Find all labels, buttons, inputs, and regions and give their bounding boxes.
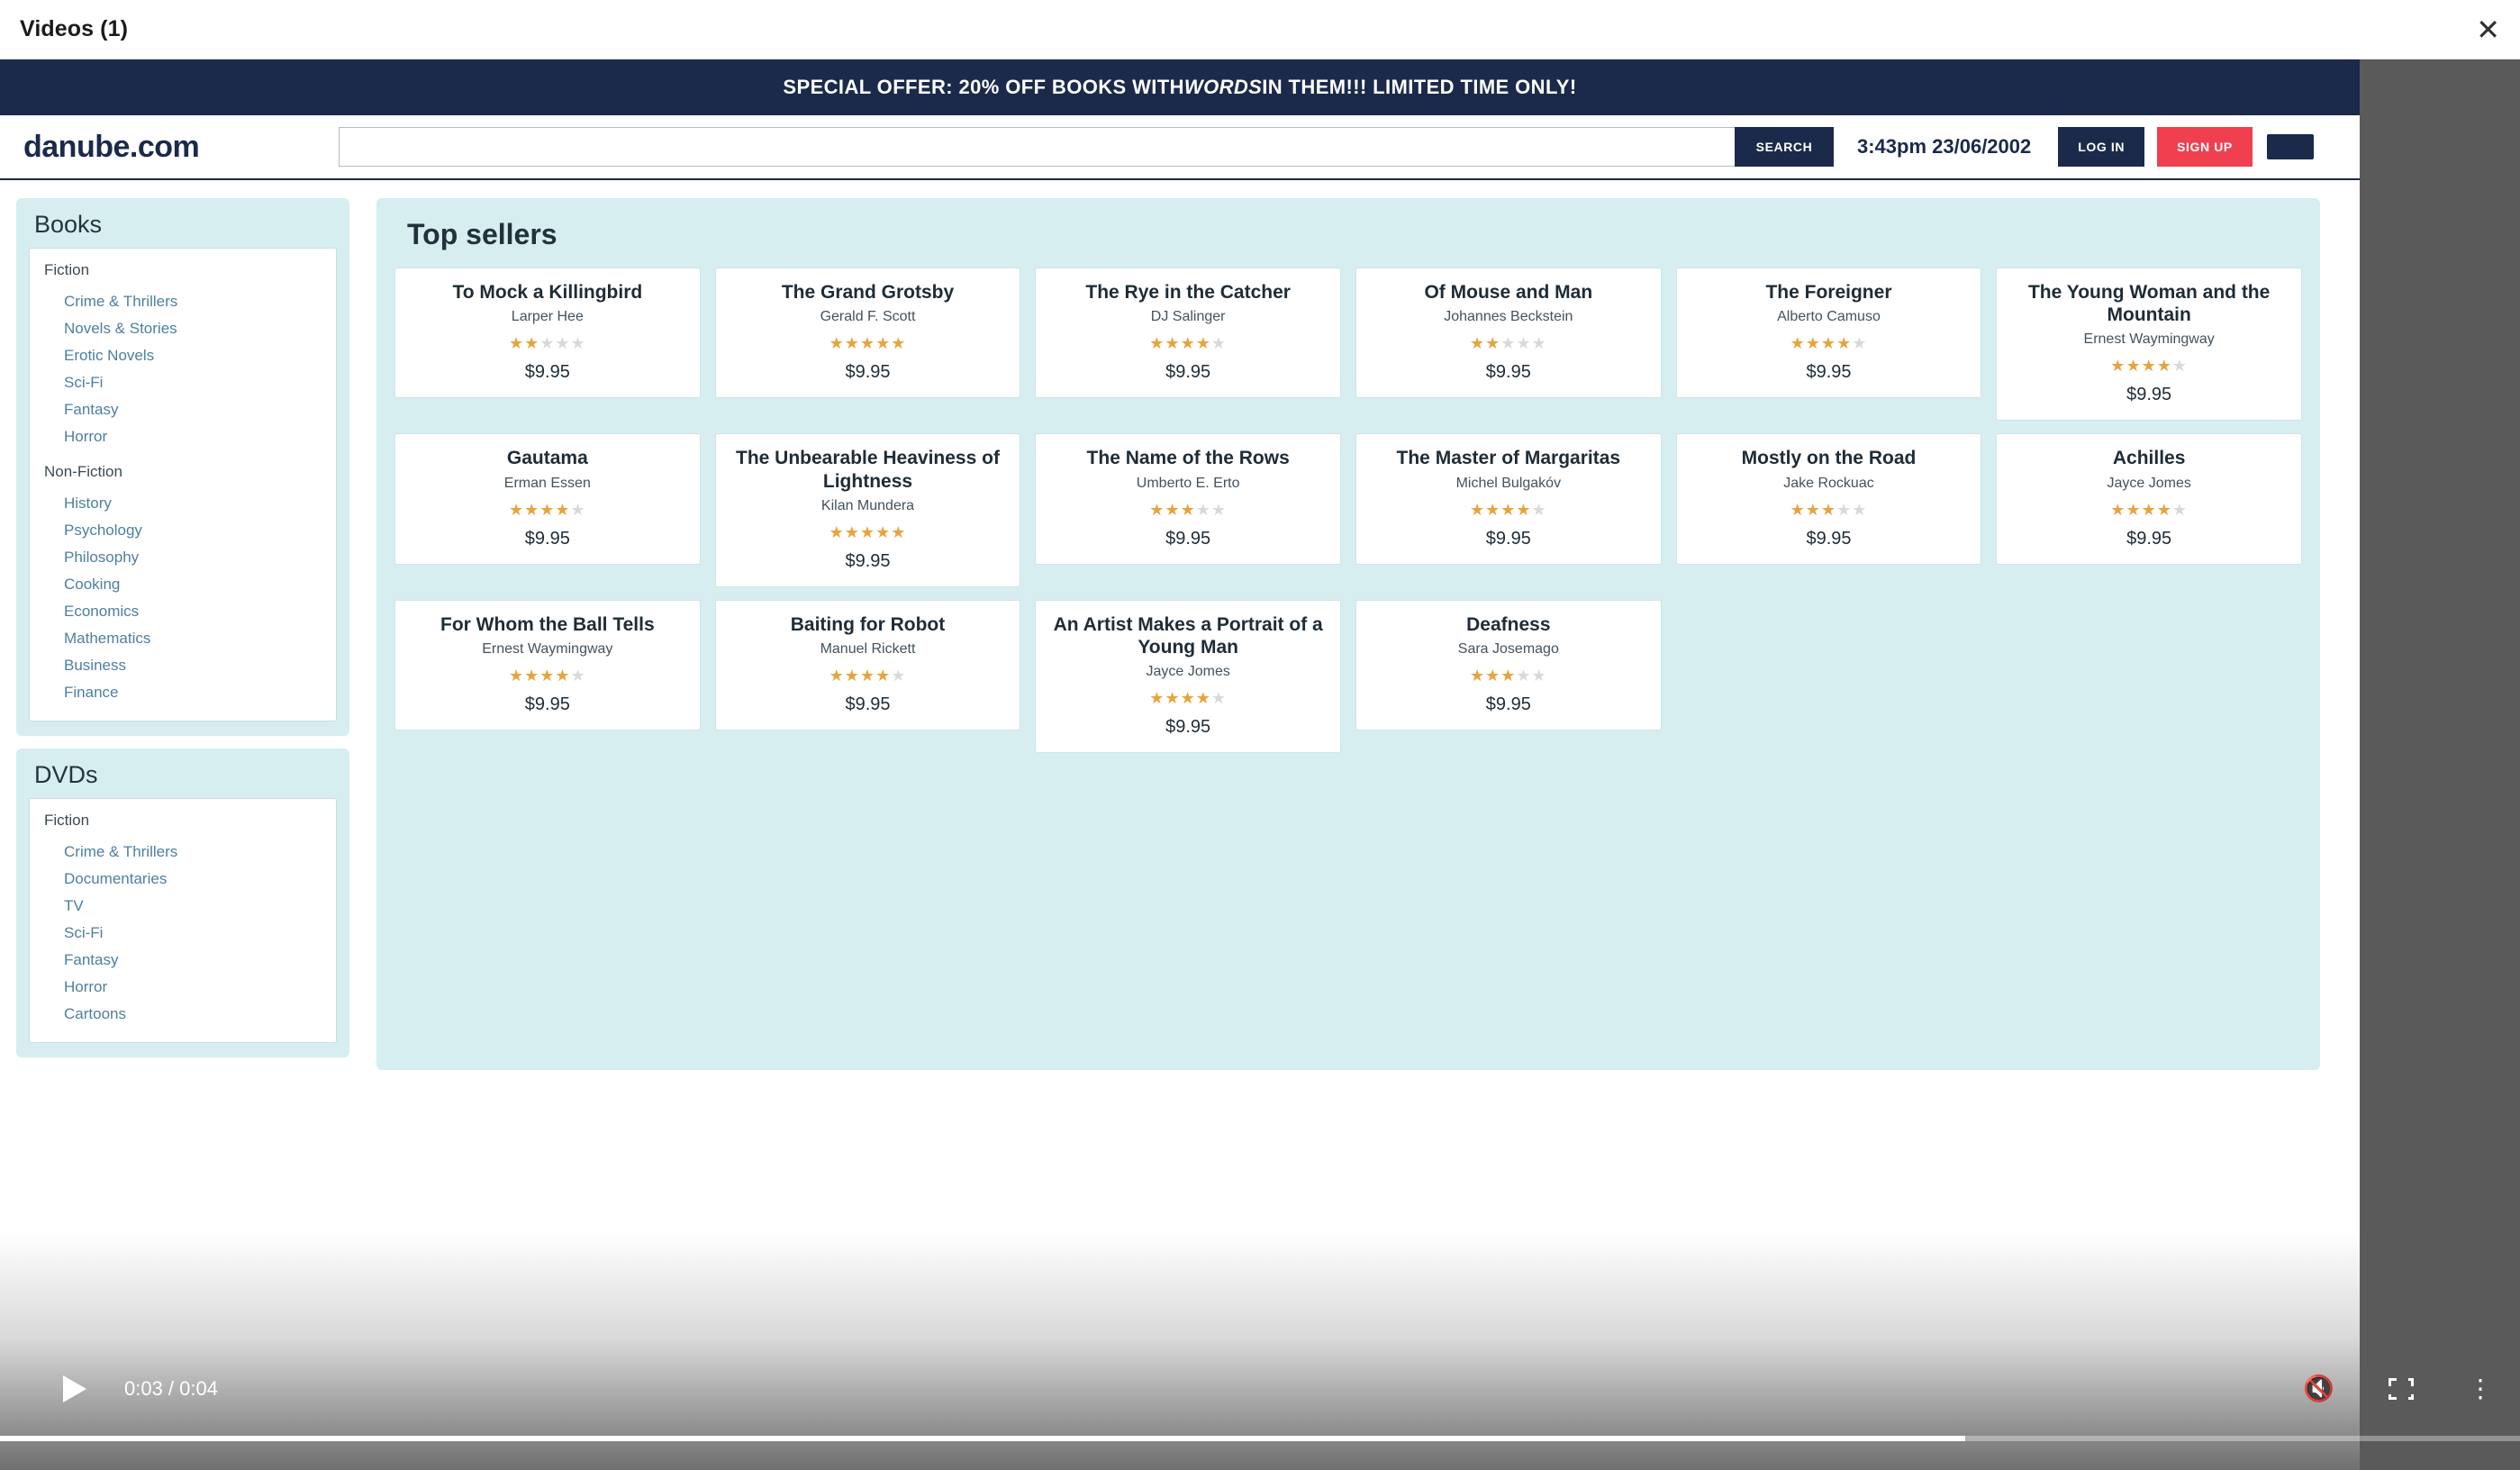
book-author: Larper Hee [511, 309, 584, 325]
rating-stars: ★★★★★ [1149, 334, 1227, 353]
sidebar-item-mathematics[interactable]: Mathematics [64, 630, 151, 647]
sidebar-dvd-item-cartoons[interactable]: Cartoons [64, 1005, 126, 1022]
book-title: To Mock a Killingbird [452, 282, 643, 303]
volume-muted-icon[interactable]: 🔇 [2303, 1375, 2334, 1402]
rating-stars: ★★★★★ [1469, 500, 1547, 519]
login-button[interactable]: LOG IN [2058, 127, 2144, 167]
video-progress-track[interactable] [0, 1436, 2520, 1441]
book-price: $9.95 [524, 694, 570, 714]
sidebar-item-horror[interactable]: Horror [64, 428, 108, 445]
video-letterbox-right [2360, 59, 2520, 1470]
book-card[interactable] [394, 600, 701, 730]
sidebar-item-novels-stories[interactable]: Novels & Stories [64, 320, 177, 337]
video-overlay-title: Videos (1) [20, 16, 129, 41]
page-title: Top sellers [407, 218, 557, 250]
book-author: Ernest Waymingway [482, 640, 613, 657]
cart-icon[interactable] [2267, 134, 2314, 159]
rating-stars: ★★★★★ [1149, 500, 1227, 519]
site-header [0, 115, 2360, 180]
book-card[interactable] [1996, 433, 2302, 564]
book-grid [394, 268, 2302, 753]
page-content [0, 180, 2360, 1070]
book-author: Sara Josemago [1457, 640, 1559, 657]
rating-stars: ★★★★★ [829, 666, 907, 685]
sidebar-item-economics[interactable]: Economics [64, 603, 140, 620]
book-price: $9.95 [1485, 362, 1531, 383]
sidebar-item-cooking[interactable]: Cooking [64, 576, 121, 593]
book-card[interactable] [1996, 268, 2302, 421]
book-price: $9.95 [845, 694, 891, 714]
rating-stars: ★★★★★ [1790, 334, 1868, 353]
book-price: $9.95 [524, 528, 570, 549]
book-title: The Foreigner [1765, 282, 1892, 303]
rating-stars: ★★★★★ [1469, 666, 1547, 685]
book-price: $9.95 [845, 362, 891, 383]
book-card[interactable] [715, 433, 1021, 586]
book-card[interactable] [1676, 268, 1982, 398]
search-button[interactable]: SEARCH [1735, 127, 1834, 167]
book-price: $9.95 [1165, 528, 1211, 549]
book-price: $9.95 [1485, 694, 1531, 714]
book-price: $9.95 [1485, 528, 1531, 549]
rating-stars: ★★★★★ [1469, 334, 1547, 353]
more-options-icon[interactable]: ⋮ [2468, 1375, 2493, 1402]
book-title: Achilles [2112, 448, 2186, 469]
sidebar-item-finance[interactable]: Finance [64, 684, 119, 701]
book-card[interactable] [1035, 268, 1341, 398]
book-price: $9.95 [2126, 528, 2172, 549]
sidebar-dvd-item-crime-thrillers[interactable]: Crime & Thrillers [64, 843, 178, 860]
rating-stars: ★★★★★ [829, 522, 907, 541]
book-card[interactable] [715, 268, 1021, 398]
video-letterbox-bottom [0, 1230, 2360, 1470]
promo-banner-emphasis: WORDS [1183, 76, 1263, 98]
sidebar-books-group-nonfiction-label: Non-Fiction [44, 463, 122, 480]
book-price: $9.95 [1165, 362, 1211, 383]
rating-stars: ★★★★★ [2110, 357, 2188, 376]
fullscreen-icon[interactable] [2389, 1378, 2414, 1400]
book-author: Kilan Mundera [820, 497, 915, 513]
book-title: The Master of Margaritas [1396, 448, 1621, 469]
sidebar-section-dvds [16, 749, 349, 1057]
book-price: $9.95 [2126, 385, 2172, 405]
book-title: The Name of the Rows [1086, 448, 1290, 469]
video-overlay-header [0, 0, 2520, 59]
book-card[interactable] [1035, 600, 1341, 753]
sidebar-item-philosophy[interactable]: Philosophy [64, 549, 140, 566]
search-bar [339, 127, 1834, 167]
book-title: Gautama [506, 448, 588, 469]
book-price: $9.95 [1806, 528, 1852, 549]
book-title: An Artist Makes a Portrait of a Young Man [1053, 613, 1323, 658]
book-author: Johannes Beckstein [1444, 309, 1573, 325]
site-logo[interactable]: danube.com [23, 129, 200, 164]
close-icon[interactable]: ✕ [2476, 13, 2500, 46]
book-author: DJ Salinger [1150, 309, 1226, 325]
sidebar-item-crime-thrillers[interactable]: Crime & Thrillers [64, 293, 178, 310]
book-title: The Rye in the Catcher [1085, 282, 1291, 303]
sidebar-books-links [29, 248, 337, 721]
book-author: Gerald F. Scott [820, 309, 916, 325]
book-title: The Grand Grotsby [781, 282, 955, 303]
sidebar-dvd-item-fantasy[interactable]: Fantasy [64, 951, 119, 968]
book-card[interactable] [394, 268, 701, 398]
sidebar-item-history[interactable]: History [64, 495, 112, 512]
sidebar-dvd-item-tv[interactable]: TV [64, 897, 84, 914]
sidebar-dvd-item-documentaries[interactable]: Documentaries [64, 870, 168, 887]
book-card[interactable] [715, 600, 1021, 730]
book-card[interactable] [1676, 433, 1982, 564]
sidebar-divider [44, 450, 322, 463]
sidebar-item-business[interactable]: Business [64, 657, 126, 674]
top-sellers-panel [376, 198, 2320, 1070]
book-price: $9.95 [845, 550, 891, 571]
promo-banner-prefix: SPECIAL OFFER: 20% OFF BOOKS WITH [783, 76, 1184, 98]
book-title: The Young Woman and the Mountain [2027, 282, 2271, 326]
sidebar-section-books [16, 198, 349, 736]
video-progress-fill [0, 1436, 1965, 1441]
rating-stars: ★★★★★ [1790, 500, 1868, 519]
book-author: Erman Essen [503, 475, 591, 491]
book-title: Deafness [1466, 613, 1551, 635]
sidebar-dvd-item-horror[interactable]: Horror [64, 978, 108, 995]
rating-stars: ★★★★★ [829, 334, 907, 353]
book-card[interactable] [1035, 433, 1341, 564]
sidebar-item-fantasy[interactable]: Fantasy [64, 401, 119, 418]
rating-stars: ★★★★★ [508, 334, 586, 353]
book-author: Manuel Rickett [820, 640, 916, 657]
book-card[interactable] [394, 433, 701, 564]
signup-button[interactable]: SIGN UP [2157, 127, 2253, 167]
promo-banner-suffix: IN THEM!!! LIMITED TIME ONLY! [1262, 76, 1577, 98]
sidebar-books-group-fiction-label: Fiction [44, 261, 90, 278]
sidebar-dvds-links [29, 798, 337, 1043]
page-frame [0, 59, 2360, 1230]
book-card[interactable] [1355, 600, 1662, 730]
video-stage[interactable] [0, 59, 2520, 1470]
play-icon[interactable] [63, 1375, 86, 1402]
clock-display: 3:43pm 23/06/2002 [1857, 135, 2032, 158]
book-title: Mostly on the Road [1741, 448, 1917, 469]
sidebar-dvds-group-fiction-label: Fiction [44, 812, 90, 829]
sidebar-dvds-title: DVDs [34, 761, 98, 788]
book-price: $9.95 [1806, 362, 1852, 383]
sidebar-books-title: Books [34, 211, 103, 238]
book-title: Of Mouse and Man [1424, 282, 1593, 303]
book-author: Umberto E. Erto [1136, 475, 1240, 491]
book-author: Jayce Jomes [2107, 475, 2191, 491]
sidebar-dvd-item-sci-fi[interactable]: Sci-Fi [64, 924, 104, 941]
book-author: Alberto Camuso [1777, 309, 1881, 325]
video-controls [0, 1357, 2520, 1421]
book-card[interactable] [1355, 433, 1662, 564]
book-author: Michel Bulgakóv [1455, 475, 1562, 491]
book-card[interactable] [1355, 268, 1662, 398]
sidebar [16, 198, 349, 1070]
video-time-display: 0:03 / 0:04 [124, 1377, 218, 1400]
sidebar-item-psychology[interactable]: Psychology [64, 522, 142, 539]
rating-stars: ★★★★★ [508, 666, 586, 685]
book-title: Baiting for Robot [790, 613, 946, 635]
rating-stars: ★★★★★ [508, 500, 586, 519]
sidebar-item-sci-fi[interactable]: Sci-Fi [64, 374, 104, 391]
book-price: $9.95 [1165, 717, 1211, 738]
search-input[interactable] [339, 127, 1735, 167]
book-title: The Unbearable Heaviness of Lightness [736, 448, 1000, 492]
promo-banner [0, 59, 2360, 115]
rating-stars: ★★★★★ [1149, 689, 1227, 708]
book-author: Ernest Waymingway [2083, 331, 2215, 348]
book-author: Jake Rockuac [1783, 475, 1874, 491]
book-title: For Whom the Ball Tells [440, 613, 655, 635]
rating-stars: ★★★★★ [2110, 500, 2188, 519]
book-author: Jayce Jomes [1146, 664, 1230, 680]
sidebar-item-erotic-novels[interactable]: Erotic Novels [64, 347, 155, 364]
book-price: $9.95 [524, 362, 570, 383]
